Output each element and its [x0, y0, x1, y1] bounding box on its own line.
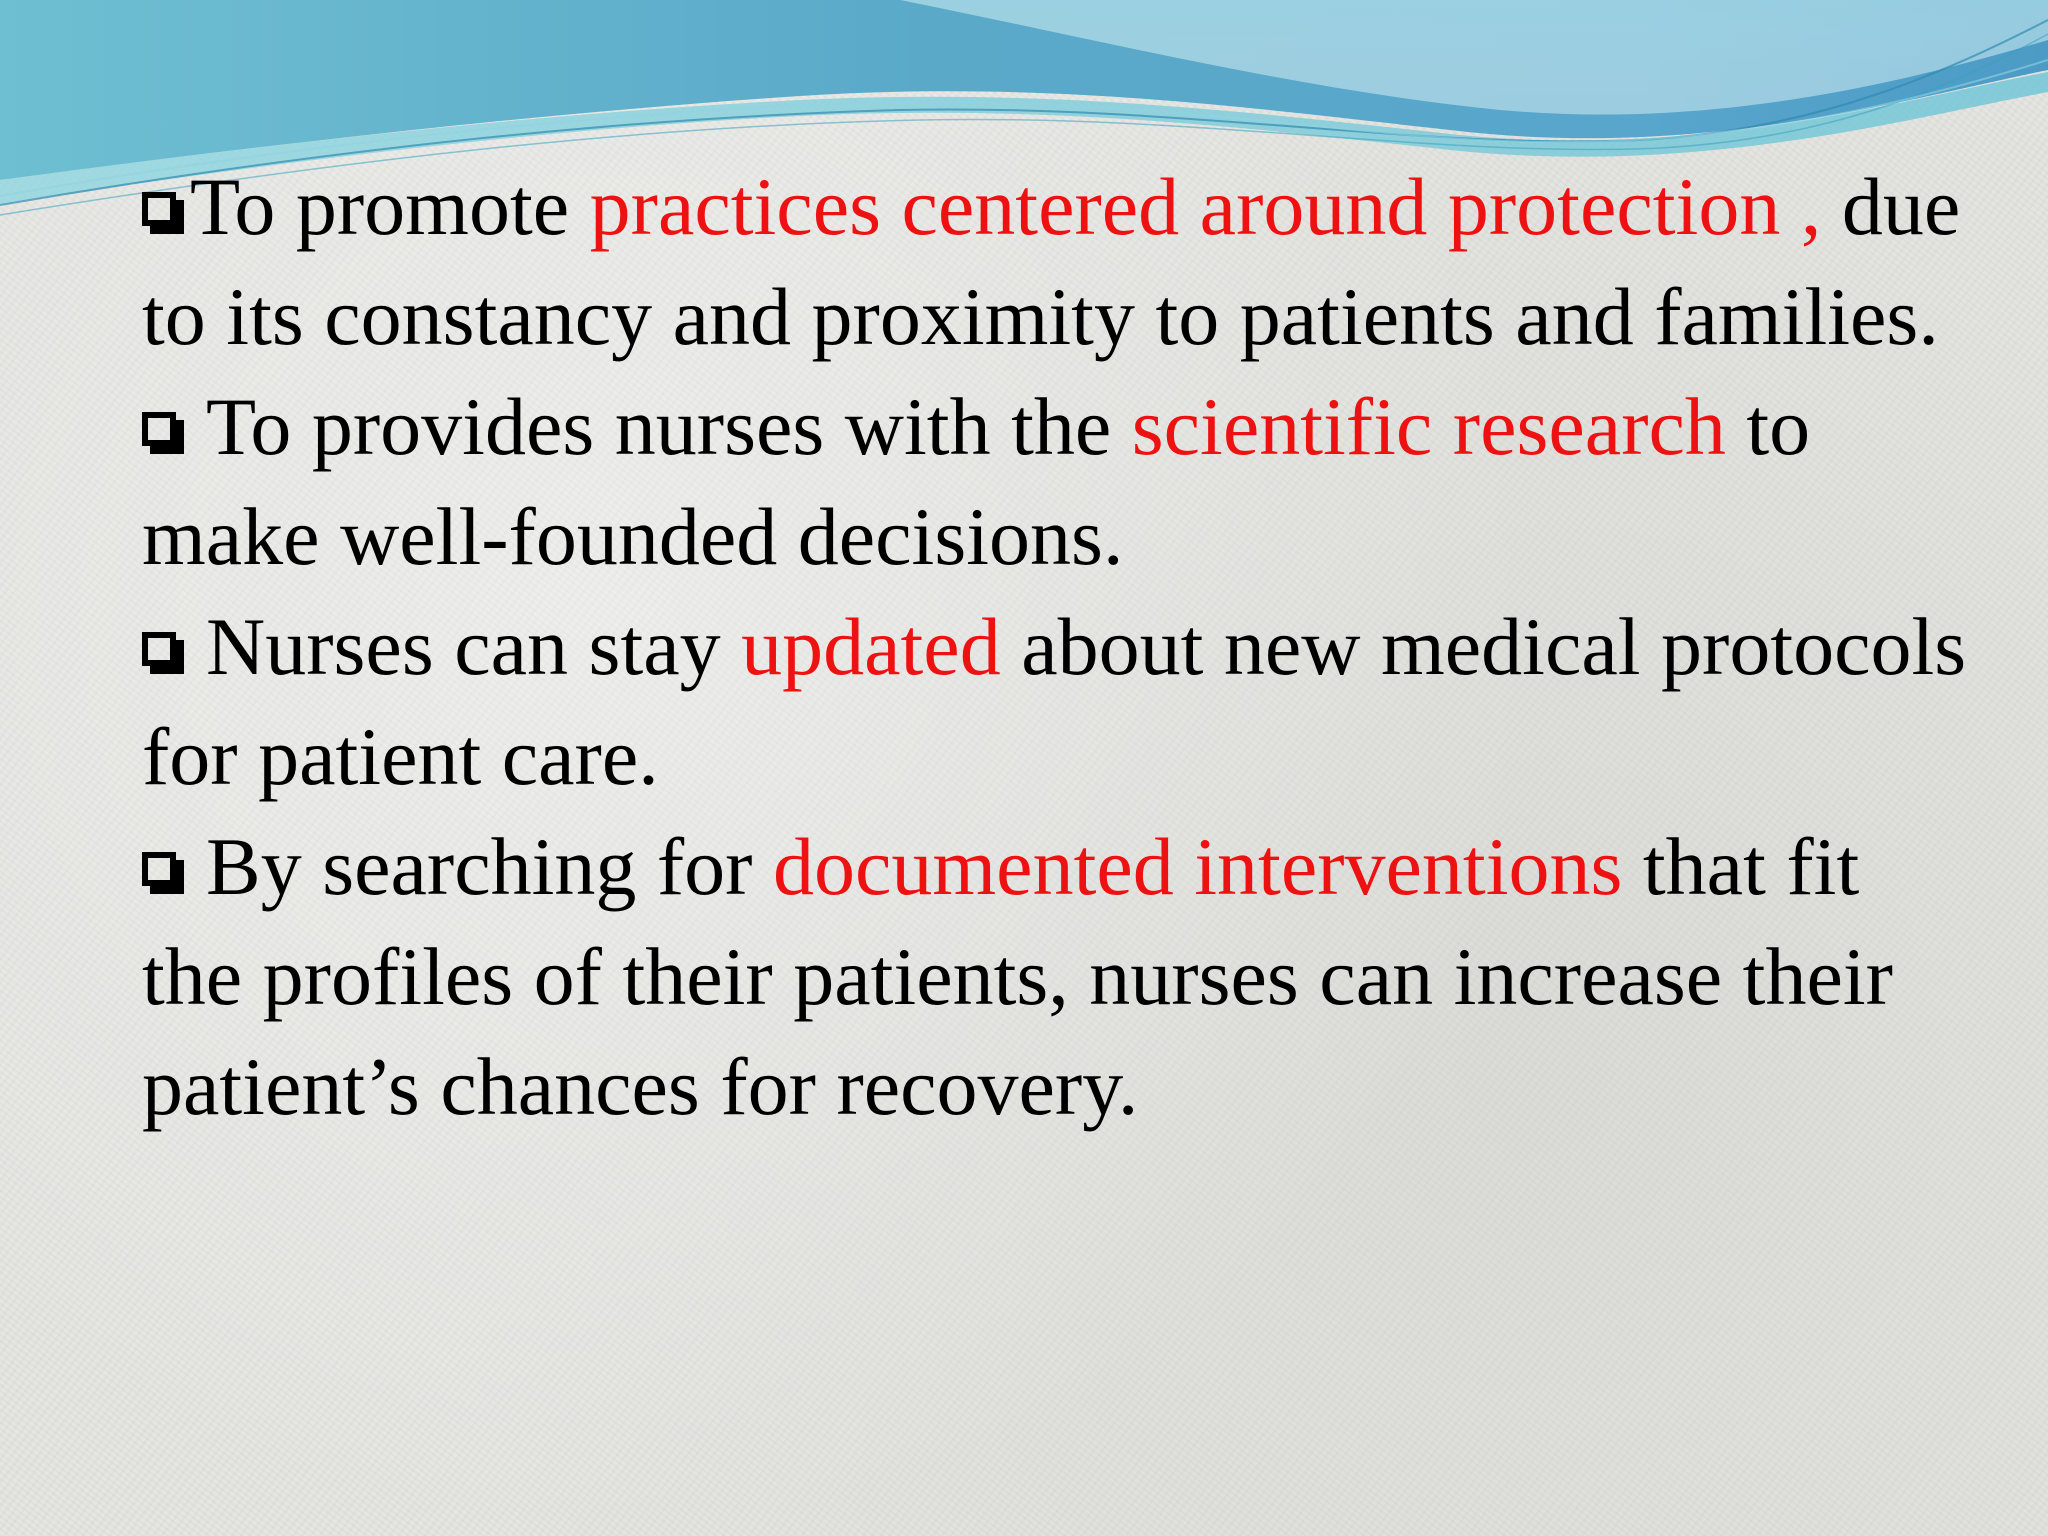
slide-body [142, 152, 1972, 1142]
bullet-text: about new medical protocols for patient care. [142, 601, 1967, 802]
bullet-text: that fit the profiles of their patients, nurses can increase their patient’s chances for recovery. [142, 821, 1893, 1132]
bullet-text: to make well-founded decisions. [142, 381, 1811, 582]
bullet-text: Nurses can stay [206, 601, 742, 692]
bullet-item [142, 152, 1972, 372]
bullet-text: To provides nurses with the [206, 381, 1132, 472]
shadowed-checkbox-icon [142, 192, 184, 234]
bullet-highlight: documented interventions [773, 821, 1623, 912]
bullet-highlight: practices centered around protection , [589, 161, 1822, 252]
bullet-item [142, 812, 1972, 1142]
bullet-text: To promote [190, 161, 590, 252]
bullet-item [142, 372, 1972, 592]
bullet-text: due to its constancy and proximity to patients and families. [142, 161, 1961, 362]
bullet-text: By searching for [206, 821, 773, 912]
bullet-highlight: scientific research [1131, 381, 1726, 472]
shadowed-checkbox-icon [142, 852, 184, 894]
bullet-item [142, 592, 1972, 812]
bullet-highlight: updated [741, 601, 1001, 692]
shadowed-checkbox-icon [142, 412, 184, 454]
shadowed-checkbox-icon [142, 632, 184, 674]
